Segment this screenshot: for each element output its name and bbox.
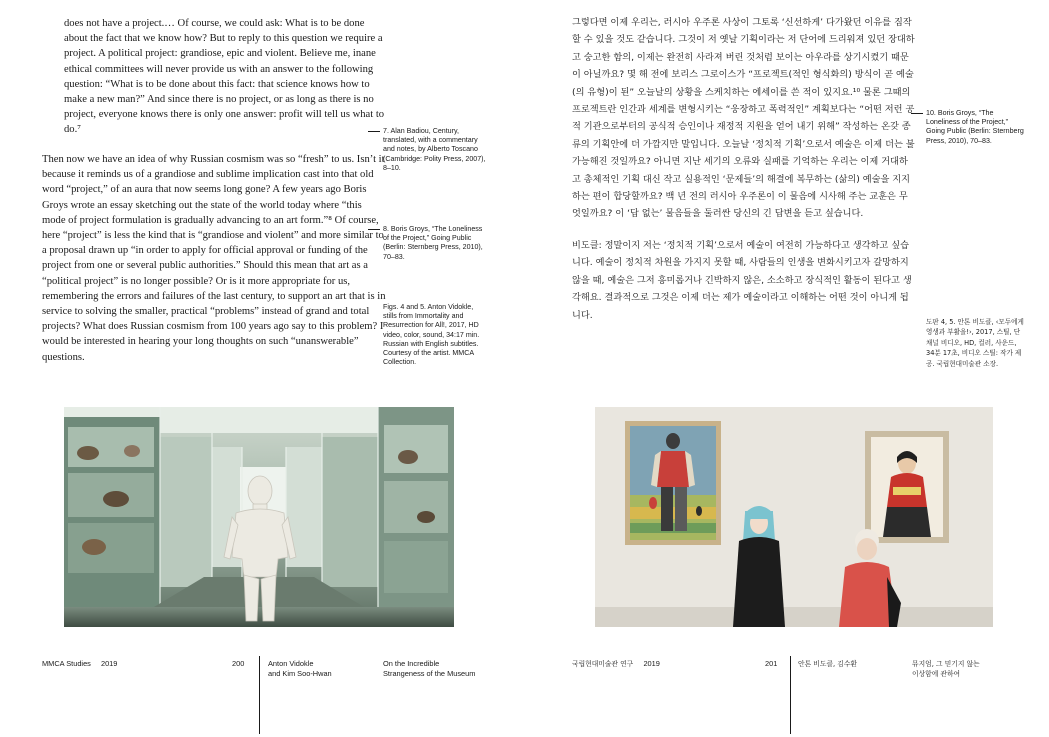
footer-page-number: 200	[232, 659, 245, 668]
figure-caption-text: Figs. 4 and 5. Anton Vidokle, stills from Immortality and Resurrection for All!, 2017, HD video, color, sound, 34:17 min. Russian with English subtitles. Courtesy of the artist. MMCA Collection.	[383, 303, 480, 367]
body-paragraph	[42, 152, 386, 365]
quote-block	[64, 16, 386, 138]
footnote-rule	[911, 113, 923, 114]
korean-paragraph-1: 그렇다면 이제 우리는, 러시아 우주론 사상이 그토록 ‘신선하게’ 다가왔던 이유를 짐작할 수 있을 것도 같습니다. 그것이 저 옛날 기획이라는 저 단어에 드리워져 있던 장대하고 숭고한 함의, 이제는 완전히 사라져 버린 것처럼 보이는 아우라를 상기시켰기 때문이 아닐까요? 몇 해 전에 보리스 그로이스가 “프로젝트(적인 형식화의) 방식이 곧 예술(의 유형)이 된” 오늘날의 상황을 스케치하는 에세이를 쓴 적이 있지요.¹⁰ 물론 그때의 프로젝트란 인간과 세계를 변형시키는 “웅장하고 폭력적인” 계획보다는 “어떤 저런 공적 기관으로부터의 공식적 승인이나 재정적 지원을 얻어 내기 위해” 작성하는 온갖 종류의 기획안에 더 가깝지만 말입니다. 오늘날 ‘정치적 기획’으로서 예술은 이제 더는 불가능해진 것일까요? 아니면 지난 세기의 오류와 실패를 기억하는 우리는 이제 거대하고 총체적인 기획 대신 작고 실용적인 ‘문제들’의 해결에 복무하는 (삶의) 예술을 지지하는 편이 합당할까요? 백 년 전의 러시아 우주론이 이 물음에 시사해 주는 교훈은 무엇일까요? 이 ‘답 없는’ 물음들을 둘러싼 당신의 긴 답변을 듣고 싶습니다.	[572, 17, 915, 220]
figure-caption-ko-text: 도판 4, 5. 안톤 비도클, ‹모두에게 영생과 부활을!›, 2017, 스틸, 단채널 비디오, HD, 컬러, 사운드, 34분 17초, 비디오 스틸: 작가 제공. 국립현대미술관 소장.	[926, 318, 1024, 368]
footer-year-ko: 2019	[643, 659, 660, 668]
footer-title	[383, 659, 503, 679]
footer-title-line1: On the Incredible	[383, 659, 440, 668]
museum-photo	[64, 407, 454, 627]
footnote-rule	[368, 229, 380, 230]
footer-title-ko-line2: 이상함에 관하여	[912, 670, 961, 679]
gallery-photo	[595, 407, 993, 627]
footer-journal-name: MMCA Studies	[42, 659, 91, 668]
footnote-10-text: 10. Boris Groys, “The Loneliness of the Project,” Going Public (Berlin: Sternberg Press, 2010), 70–83.	[926, 109, 1024, 145]
footer-title-ko	[912, 659, 1032, 679]
korean-paragraph-2: 비도클: 정말이지 저는 ‘정치적 기획’으로서 예술이 여전히 가능하다고 생각하고 싶습니다. 예술이 정치적 차원을 가지지 못할 때, 사람들의 인생을 변화시키고자 갈망하지 않을 때, 예술은 그저 흥미롭거나 긴박하지 않은, 소소하고 장식적인 활동이 된다고 생각해요. 결과적으로 그것은 이제 더는 제가 예술이라고 이해하는 어떤 것이 아니게 됩니다.	[572, 239, 912, 321]
footnote-10	[926, 109, 1026, 146]
footer-authors-line1: Anton Vidokle	[268, 659, 314, 668]
footnote-rule	[368, 131, 380, 132]
figure-caption-ko	[926, 317, 1026, 369]
gallery-photo-svg	[595, 407, 993, 627]
left-page	[0, 0, 520, 737]
footnote-8-text: 8. Boris Groys, “The Loneliness of the Project,” Going Public (Berlin: Sternberg Press, 2010), 70–83.	[383, 225, 483, 261]
footer-journal-ko	[572, 659, 660, 669]
footnote-7-text: 7. Alan Badiou, Century, translated, with a commentary and notes, by Alberto Toscano (Cambridge: Polity Press, 2007), 8–10.	[383, 127, 486, 172]
footer-title-line2: Strangeness of the Museum	[383, 669, 476, 679]
figure-caption	[383, 303, 487, 367]
footer-title-ko-line1: 뮤지엄, 그 믿기지 않는	[912, 660, 980, 668]
footer-rule	[790, 656, 791, 734]
footnote-7	[383, 127, 487, 173]
footnote-8	[383, 225, 487, 262]
footer-year: 2019	[100, 659, 118, 668]
footer-journal-ko-name: 국립현대미술관 연구	[572, 660, 634, 668]
footer-authors-ko: 안톤 비도클, 김수환	[798, 660, 858, 668]
footer-journal	[42, 659, 117, 669]
museum-photo-svg	[64, 407, 454, 627]
quote-text: does not have a project.… Of course, we could ask: What is to be done about the fact that we know how? But to reply to this question we require a project. A political project: grandiose, epic and violent. Believe me, inane ethical committees will never provide us with an answer to the following question: “What is to be done about this fact: that science knows how to make a new man?” And since there is no project, or as long as there is no project, everyone knows there is only one answer: profit will tell us what to do.⁷	[64, 18, 385, 136]
paragraph-text: Then now we have an idea of why Russian cosmism was so “fresh” to us. Isn’t it because it reminds us of a grandiose and sublime implication cast into that old word “project,” of an aura that now seems long gone? A few years ago Boris Groys wrote an essay sketching out the state of the world today where “this mode of project formulation is gradually advancing to an art form.”⁸ Of course, here “project” is less the kind that is “grandiose and violent” and more similar to a proposal drawn up “in order to apply for official approval or funding of the project from one or several public authorities.” Should this mean that art as a “political project” is no longer possible? Or is it more appropriate for us, remembering the errors and failures of the last century, to support an art that is in service to solving the smaller, practical “problems” instead of grand and total projects? What does Russian cosmism from 100 years ago say to this problem? I would be interested in hearing your long thoughts on such “unanswerable” questions.	[42, 154, 386, 363]
korean-body	[572, 14, 916, 324]
right-page	[525, 0, 1049, 737]
footer-authors-line2: and Kim Soo-Hwan	[268, 669, 332, 679]
footer-page-number-ko: 201	[765, 659, 778, 668]
footer-authors	[268, 659, 368, 679]
footer-rule	[259, 656, 260, 734]
